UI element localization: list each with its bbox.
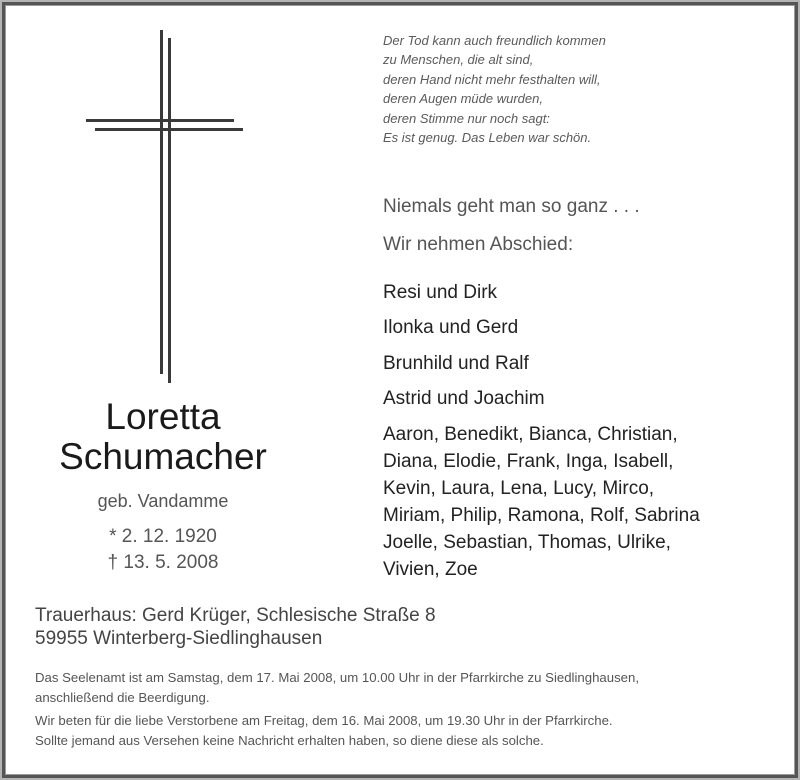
- farewell-heading: Wir nehmen Abschied:: [383, 234, 574, 255]
- poem-line: zu Menschen, die alt sind,: [383, 52, 534, 68]
- deceased-first-name: Loretta: [105, 396, 221, 437]
- prayer-note: Wir beten für die liebe Verstorbene am Freitag, dem 16. Mai 2008, um 19.30 Uhr in der Pfarrkirche.: [35, 713, 613, 728]
- poem: [383, 31, 606, 147]
- poem-line: Es ist genug. Das Leben war schön.: [383, 130, 592, 146]
- poem-line: Der Tod kann auch freundlich kommen: [383, 33, 606, 48]
- address-line-2: 59955 Winterberg-Siedlinghausen: [35, 628, 323, 649]
- grandchildren-line: Aaron, Benedikt, Bianca, Christian,: [383, 424, 678, 445]
- couple-name: Resi und Dirk: [383, 282, 498, 303]
- grandchildren-line: Joelle, Sebastian, Thomas, Ulrike,: [383, 532, 671, 553]
- birth-date: * 2. 12. 1920: [109, 526, 217, 547]
- requiem-line-2: anschließend die Beerdigung.: [35, 689, 210, 705]
- cross-horizontal-line-2: [95, 128, 243, 131]
- cross-horizontal-line-1: [86, 119, 234, 122]
- grandchildren-line: Diana, Elodie, Frank, Inga, Isabell,: [383, 451, 674, 472]
- address-line-1: Trauerhaus: Gerd Krüger, Schlesische Straße 8: [35, 605, 436, 626]
- mourners-couples: [383, 275, 545, 416]
- mourners-grandchildren: [383, 421, 700, 583]
- poem-line: deren Hand nicht mehr festhalten will,: [383, 71, 601, 87]
- poem-line: deren Stimme nur noch sagt:: [383, 110, 550, 126]
- motto: Niemals geht man so ganz . . .: [383, 196, 640, 217]
- service-notes: [35, 668, 639, 750]
- deceased-name: [22, 397, 304, 477]
- deceased-last-name: Schumacher: [59, 436, 267, 477]
- disclaimer-note: Sollte jemand aus Versehen keine Nachricht erhalten haben, so diene diese als solche.: [35, 732, 544, 748]
- cross-vertical-line-2: [168, 38, 171, 383]
- couple-name: Brunhild und Ralf: [383, 352, 529, 374]
- mourning-house-address: [35, 604, 436, 650]
- deceased-dates: [22, 524, 304, 576]
- grandchildren-line: Miriam, Philip, Ramona, Rolf, Sabrina: [383, 505, 700, 526]
- grandchildren-line: Vivien, Zoe: [383, 559, 478, 580]
- death-date: † 13. 5. 2008: [107, 552, 219, 573]
- couple-name: Ilonka und Gerd: [383, 317, 519, 339]
- grandchildren-line: Kevin, Laura, Lena, Lucy, Mirco,: [383, 478, 655, 499]
- poem-line: deren Augen müde wurden,: [383, 91, 543, 107]
- cross-vertical-line-1: [160, 30, 163, 374]
- deceased-maiden-name: geb. Vandamme: [97, 491, 229, 511]
- couple-name: Astrid und Joachim: [383, 387, 545, 409]
- requiem-line-1: Das Seelenamt ist am Samstag, dem 17. Mai 2008, um 10.00 Uhr in der Pfarrkirche zu Siedlinghausen,: [35, 670, 639, 685]
